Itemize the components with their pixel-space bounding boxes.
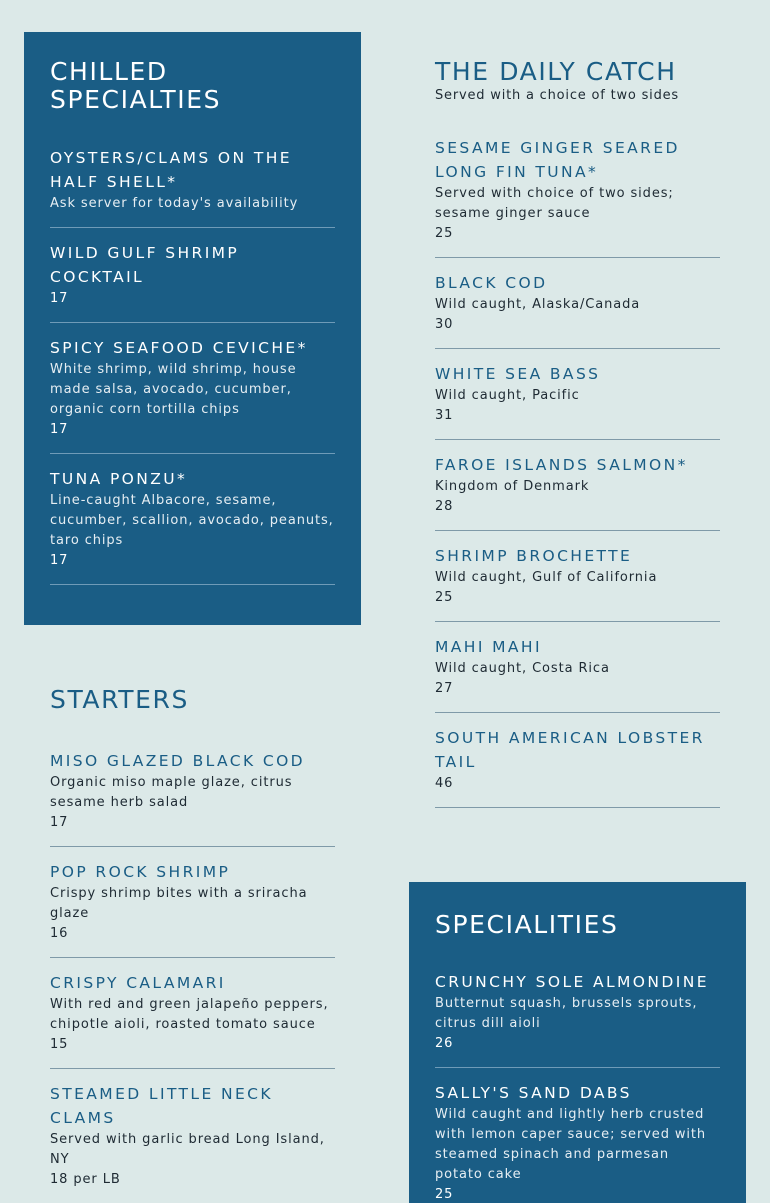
item-description: Kingdom of Denmark: [435, 479, 590, 494]
item-name: SESAME GINGER SEARED LONG FIN TUNA*: [435, 139, 680, 181]
menu-item: [435, 726, 720, 808]
item-name: FAROE ISLANDS SALMON*: [435, 456, 688, 474]
menu-item: [435, 970, 720, 1068]
menu-item: [435, 136, 720, 258]
specialities-title: SPECIALITIES: [435, 910, 619, 939]
item-name: WHITE SEA BASS: [435, 365, 601, 383]
item-price: 30: [435, 317, 454, 332]
item-price: 17: [50, 553, 69, 568]
item-description: Wild caught, Pacific: [435, 388, 580, 403]
item-description: Wild caught, Alaska/Canada: [435, 297, 641, 312]
item-name: TUNA PONZU*: [50, 470, 188, 488]
item-name: CRUNCHY SOLE ALMONDINE: [435, 973, 709, 991]
item-description: Wild caught, Costa Rica: [435, 661, 610, 676]
item-name: BLACK COD: [435, 274, 548, 292]
item-price: 18 per LB: [50, 1172, 121, 1187]
item-name: SHRIMP BROCHETTE: [435, 547, 633, 565]
item-price: 17: [50, 291, 69, 306]
menu-item: [50, 336, 335, 454]
item-price: 15: [50, 1037, 69, 1052]
menu-item: [50, 467, 335, 585]
menu-item: [50, 241, 335, 323]
daily-catch-subtitle: Served with a choice of two sides: [435, 88, 679, 103]
item-description: Served with choice of two sides; sesame ginger sauce: [435, 186, 674, 221]
item-name: WILD GULF SHRIMP COCKTAIL: [50, 244, 240, 286]
item-price: 17: [50, 815, 69, 830]
menu-item: [50, 749, 335, 847]
starters-list: [50, 749, 335, 1203]
menu-item: [435, 271, 720, 349]
item-name: MAHI MAHI: [435, 638, 542, 656]
menu-item: [50, 146, 335, 228]
item-name: POP ROCK SHRIMP: [50, 863, 231, 881]
specialities-section: [409, 882, 746, 1203]
item-description: Organic miso maple glaze, citrus sesame herb salad: [50, 775, 293, 810]
chilled-specialties-title: CHILLED SPECIALTIES: [50, 57, 222, 114]
item-description: White shrimp, wild shrimp, house made salsa, avocado, cucumber, organic corn tortilla chips: [50, 362, 297, 417]
starters-title: STARTERS: [50, 685, 189, 714]
item-name: CRISPY CALAMARI: [50, 974, 226, 992]
item-price: 16: [50, 926, 69, 941]
menu-item: [435, 362, 720, 440]
item-name: STEAMED LITTLE NECK CLAMS: [50, 1085, 273, 1127]
daily-catch-title: THE DAILY CATCH: [435, 57, 677, 86]
item-price: 27: [435, 681, 454, 696]
chilled-specialties-list: [50, 146, 335, 585]
menu-item: [435, 453, 720, 531]
item-description: Ask server for today's availability: [50, 196, 299, 211]
menu-item: [50, 1082, 335, 1203]
item-description: Wild caught and lightly herb crusted with lemon caper sauce; served with steamed spinach and parmesan potato cake: [435, 1107, 707, 1182]
item-price: 28: [435, 499, 454, 514]
chilled-specialties-section: [24, 32, 361, 625]
starters-section: [50, 686, 335, 1203]
menu-item: [50, 971, 335, 1069]
specialities-list: [435, 970, 720, 1203]
item-name: SOUTH AMERICAN LOBSTER TAIL: [435, 729, 705, 771]
menu-item: [435, 1081, 720, 1203]
menu-item: [435, 635, 720, 713]
item-price: 26: [435, 1036, 454, 1051]
item-name: OYSTERS/CLAMS ON THE HALF SHELL*: [50, 149, 292, 191]
item-price: 46: [435, 776, 454, 791]
item-price: 17: [50, 422, 69, 437]
item-price: 25: [435, 226, 454, 241]
item-description: Served with garlic bread Long Island, NY: [50, 1132, 325, 1167]
menu-item: [50, 860, 335, 958]
item-description: Wild caught, Gulf of California: [435, 570, 658, 585]
item-price: 25: [435, 1187, 454, 1202]
item-description: Line-caught Albacore, sesame, cucumber, scallion, avocado, peanuts, taro chips: [50, 493, 334, 548]
daily-catch-section: [435, 58, 720, 821]
daily-catch-list: [435, 136, 720, 808]
item-name: SPICY SEAFOOD CEVICHE*: [50, 339, 308, 357]
item-name: MISO GLAZED BLACK COD: [50, 752, 306, 770]
item-price: 31: [435, 408, 454, 423]
item-description: Butternut squash, brussels sprouts, citrus dill aioli: [435, 996, 698, 1031]
item-description: With red and green jalapeño peppers, chipotle aioli, roasted tomato sauce: [50, 997, 329, 1032]
item-name: SALLY'S SAND DABS: [435, 1084, 632, 1102]
menu-item: [435, 544, 720, 622]
item-price: 25: [435, 590, 454, 605]
item-description: Crispy shrimp bites with a sriracha glaze: [50, 886, 308, 921]
